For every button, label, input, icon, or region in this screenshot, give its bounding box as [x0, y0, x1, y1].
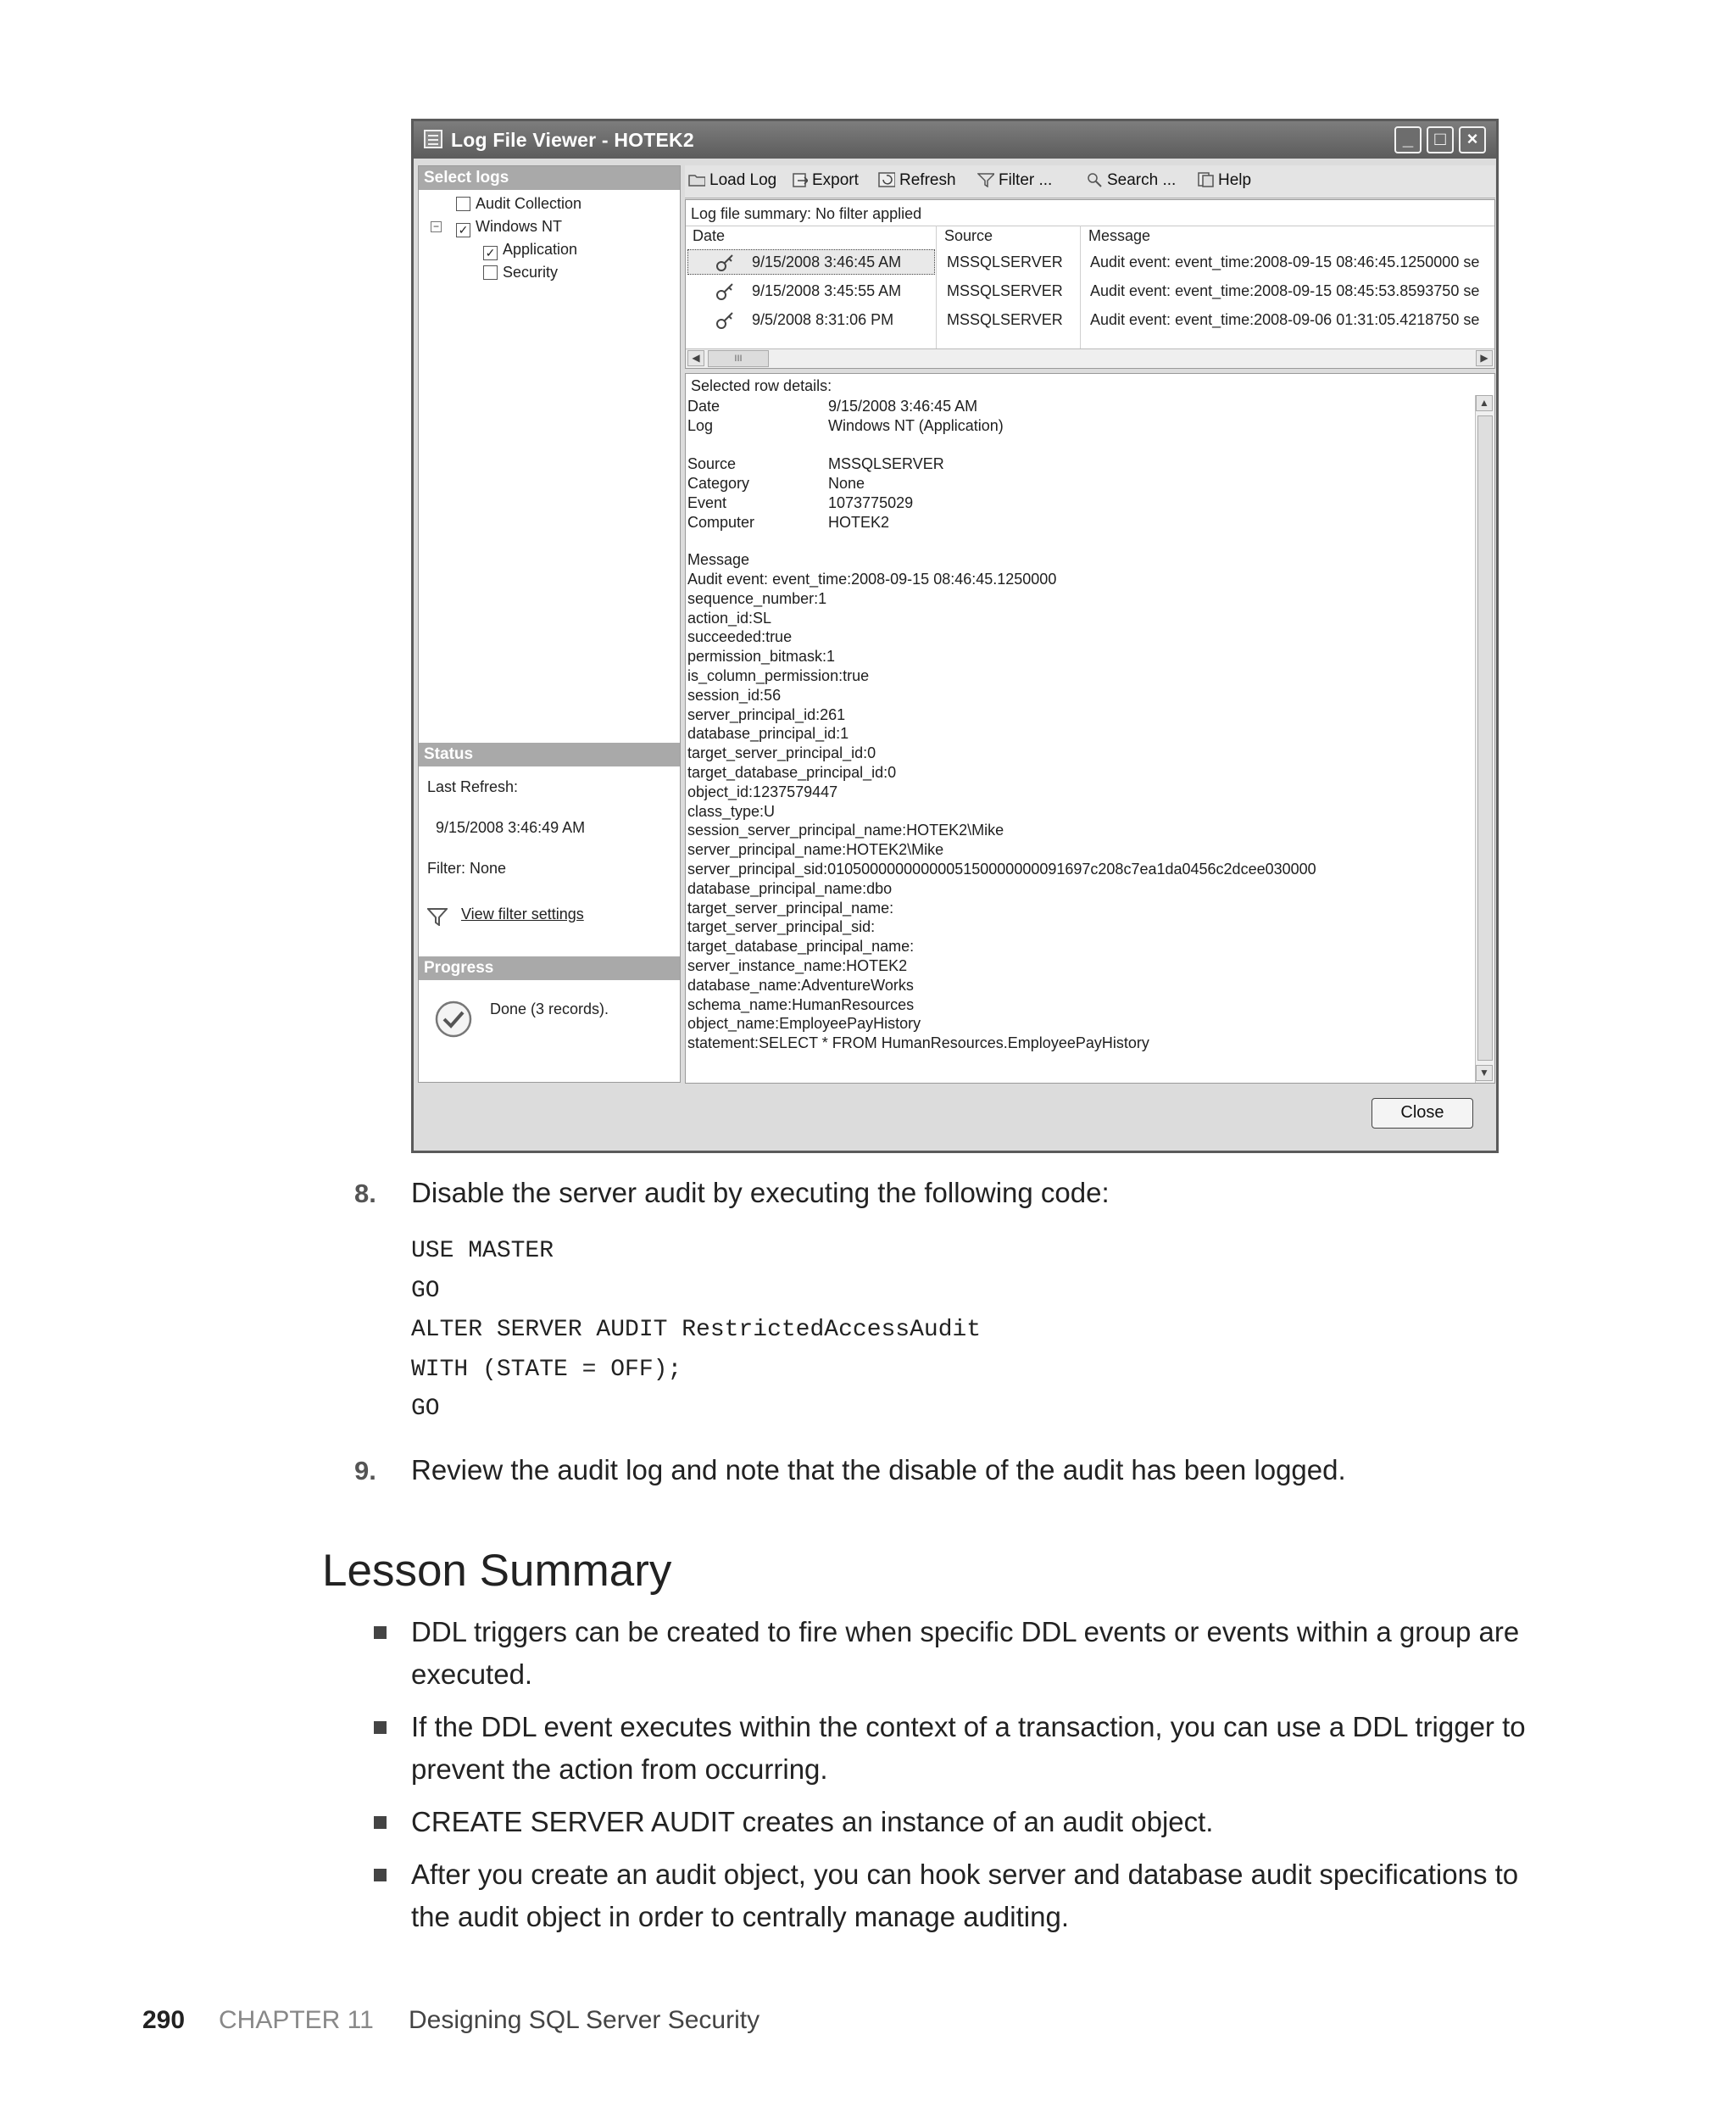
chapter-label: CHAPTER 11	[219, 2006, 374, 2034]
tree-item-audit-collection[interactable]	[456, 195, 581, 213]
tree-item-label: Application	[503, 241, 578, 258]
log-viewer-app-icon	[424, 130, 442, 148]
export-label: Export	[812, 171, 859, 189]
log-list	[685, 199, 1495, 369]
audit-collection-checkbox[interactable]	[456, 197, 470, 211]
table-row[interactable]	[686, 249, 1494, 276]
column-header-message[interactable]: Message	[1088, 227, 1151, 244]
table-row[interactable]	[686, 278, 1494, 305]
row-message: Audit event: event_time:2008-09-15 08:45:53.8593750 se	[1090, 282, 1480, 299]
window-title: Log File Viewer - HOTEK2	[451, 129, 694, 151]
message-label: Message	[687, 551, 750, 568]
column-header-source[interactable]: Source	[944, 227, 993, 244]
search-label: Search ...	[1107, 171, 1177, 189]
row-source: MSSQLSERVER	[947, 282, 1063, 299]
summary-bullet: CREATE SERVER AUDIT creates an instance of an audit object.	[411, 1806, 1214, 1837]
message-line: target_database_principal_id:0	[687, 764, 897, 781]
folder-icon	[688, 172, 705, 187]
message-line: target_server_principal_id:0	[687, 744, 876, 762]
left-pane	[418, 165, 681, 1083]
row-date: 9/15/2008 3:46:45 AM	[752, 254, 902, 270]
horizontal-scrollbar[interactable]	[686, 348, 1494, 368]
last-refresh-label: Last Refresh:	[427, 778, 519, 795]
maximize-button[interactable]: □	[1427, 126, 1454, 153]
toolbar	[685, 165, 1495, 198]
message-line: action_id:SL	[687, 609, 772, 627]
search-button[interactable]	[1086, 171, 1176, 190]
message-line: server_principal_sid:0105000000000005150000000091697c208c7ea1da0456c2dcee030000	[687, 861, 1316, 878]
close-window-button[interactable]: ×	[1459, 126, 1486, 153]
row-date: 9/15/2008 3:45:55 AM	[752, 282, 902, 299]
message-line: schema_name:HumanResources	[687, 995, 915, 1013]
minimize-button[interactable]: _	[1394, 126, 1422, 153]
help-label: Help	[1218, 171, 1252, 189]
scroll-thumb[interactable]: III	[708, 350, 769, 367]
code-line: GO	[411, 1277, 440, 1304]
audit-event-icon	[715, 253, 735, 273]
detail-value: HOTEK2	[828, 514, 890, 531]
tree-item-label: Security	[503, 264, 559, 281]
detail-value: None	[828, 475, 865, 492]
row-source: MSSQLSERVER	[947, 311, 1063, 328]
message-line: sequence_number:1	[687, 589, 827, 607]
message-line: statement:SELECT * FROM HumanResources.EmployeePayHistory	[687, 1034, 1149, 1052]
message-line: server_principal_name:HOTEK2\Mike	[687, 841, 944, 859]
detail-value: 1073775029	[828, 494, 914, 511]
log-file-viewer-window	[411, 119, 1499, 1153]
row-message: Audit event: event_time:2008-09-06 01:31:05.4218750 se	[1090, 311, 1480, 328]
message-line: session_id:56	[687, 686, 782, 704]
detail-key: Date	[687, 398, 721, 415]
filter-label: Filter ...	[999, 171, 1053, 189]
select-logs-header: Select logs	[419, 166, 680, 190]
windows-nt-checkbox[interactable]: ✓	[456, 223, 470, 237]
security-checkbox[interactable]	[483, 265, 498, 280]
refresh-icon	[878, 172, 895, 187]
code-line: WITH (STATE = OFF);	[411, 1356, 682, 1383]
vertical-scrollbar[interactable]	[1475, 395, 1494, 1083]
detail-key: Computer	[687, 514, 755, 531]
done-check-icon	[434, 1000, 473, 1039]
audit-event-icon	[715, 281, 735, 302]
code-line: GO	[411, 1396, 440, 1422]
row-source: MSSQLSERVER	[947, 254, 1063, 270]
message-line: permission_bitmask:1	[687, 648, 836, 666]
page-number: 290	[142, 2006, 186, 2034]
progress-header: Progress	[419, 956, 680, 980]
scroll-down-icon[interactable]: ▼	[1476, 1065, 1493, 1081]
message-line: server_principal_id:261	[687, 705, 846, 723]
help-button[interactable]	[1197, 171, 1251, 190]
filter-status: Filter: None	[427, 860, 507, 877]
close-button[interactable]: Close	[1372, 1098, 1473, 1129]
collapse-icon[interactable]: −	[431, 221, 442, 232]
message-line: target_server_principal_name:	[687, 899, 894, 917]
summary-bullet: DDL triggers can be created to fire when specific DDL events or events within a group are executed.	[411, 1616, 1520, 1690]
tree-item-windows-nt[interactable]	[456, 218, 562, 237]
scroll-right-icon[interactable]: ▶	[1476, 350, 1493, 366]
filter-button[interactable]	[977, 171, 1052, 190]
filter-icon	[427, 907, 448, 926]
message-line: database_principal_name:dbo	[687, 879, 893, 897]
scroll-thumb[interactable]	[1477, 415, 1493, 1061]
step-number: 9.	[354, 1456, 376, 1485]
step-number: 8.	[354, 1179, 376, 1208]
bullet-icon	[374, 1626, 387, 1639]
message-line: object_id:1237579447	[687, 783, 838, 800]
audit-event-icon	[715, 310, 735, 331]
search-icon	[1086, 172, 1103, 187]
filter-toolbar-icon	[977, 172, 994, 187]
message-line: server_instance_name:HOTEK2	[687, 957, 908, 974]
message-line: database_name:AdventureWorks	[687, 976, 914, 994]
message-line: is_column_permission:true	[687, 667, 870, 684]
details-header: Selected row details:	[691, 377, 832, 394]
detail-key: Log	[687, 417, 714, 434]
column-header-date[interactable]: Date	[693, 227, 726, 244]
right-pane	[685, 165, 1495, 1083]
message-line: Audit event: event_time:2008-09-15 08:46:45.1250000	[687, 571, 1057, 588]
title-bar	[414, 121, 1496, 159]
chapter-title: Designing SQL Server Security	[409, 2006, 760, 2034]
last-refresh-value: 9/15/2008 3:46:49 AM	[436, 819, 586, 836]
view-filter-settings-link[interactable]: View filter settings	[461, 906, 584, 922]
message-line: target_database_principal_name:	[687, 938, 915, 956]
log-summary: Log file summary: No filter applied	[691, 205, 922, 222]
code-line: ALTER SERVER AUDIT RestrictedAccessAudit	[411, 1317, 982, 1343]
tree-item-security[interactable]	[483, 264, 558, 281]
selected-row-details	[685, 373, 1495, 1084]
detail-key: Category	[687, 475, 750, 492]
tree-item-label: Windows NT	[476, 218, 563, 235]
application-checkbox[interactable]: ✓	[483, 246, 498, 260]
refresh-label: Refresh	[899, 171, 956, 189]
refresh-button[interactable]	[878, 171, 956, 190]
summary-bullet: After you create an audit object, you can hook server and database audit specifications to the audit object in order to centrally manage auditing.	[411, 1859, 1519, 1932]
detail-value: Windows NT (Application)	[828, 417, 1004, 434]
progress-text: Done (3 records).	[490, 1000, 609, 1017]
step-text: Review the audit log and note that the disable of the audit has been logged.	[411, 1454, 1346, 1485]
message-line: session_server_principal_name:HOTEK2\Mike	[687, 822, 1004, 839]
row-date: 9/5/2008 8:31:06 PM	[752, 311, 894, 328]
message-line: object_name:EmployeePayHistory	[687, 1015, 921, 1033]
code-line: USE MASTER	[411, 1238, 554, 1264]
detail-value: MSSQLSERVER	[828, 455, 944, 472]
load-log-label: Load Log	[709, 171, 777, 189]
detail-value: 9/15/2008 3:46:45 AM	[828, 398, 978, 415]
bullet-icon	[374, 1721, 387, 1734]
bullet-icon	[374, 1816, 387, 1829]
bullet-icon	[374, 1869, 387, 1881]
help-icon	[1197, 172, 1214, 187]
detail-key: Event	[687, 494, 727, 511]
scroll-up-icon[interactable]: ▲	[1476, 395, 1493, 411]
step-text: Disable the server audit by executing the following code:	[411, 1177, 1110, 1208]
message-line: target_server_principal_sid:	[687, 918, 876, 936]
message-line: succeeded:true	[687, 628, 793, 646]
export-button[interactable]	[791, 171, 859, 190]
status-header: Status	[419, 743, 680, 766]
scroll-left-icon[interactable]: ◀	[687, 350, 704, 366]
load-log-button[interactable]	[688, 171, 776, 190]
detail-key: Source	[687, 455, 737, 472]
table-row[interactable]	[686, 307, 1494, 334]
message-line: class_type:U	[687, 802, 776, 820]
export-icon	[791, 172, 808, 187]
tree-item-application[interactable]	[483, 241, 577, 260]
row-message: Audit event: event_time:2008-09-15 08:46:45.1250000 se	[1090, 254, 1480, 270]
lesson-summary-heading: Lesson Summary	[322, 1546, 672, 1596]
message-line: database_principal_id:1	[687, 725, 849, 743]
tree-item-label: Audit Collection	[476, 195, 582, 212]
summary-bullet: If the DDL event executes within the context of a transaction, you can use a DDL trigger to prevent the action from occurring.	[411, 1711, 1526, 1785]
